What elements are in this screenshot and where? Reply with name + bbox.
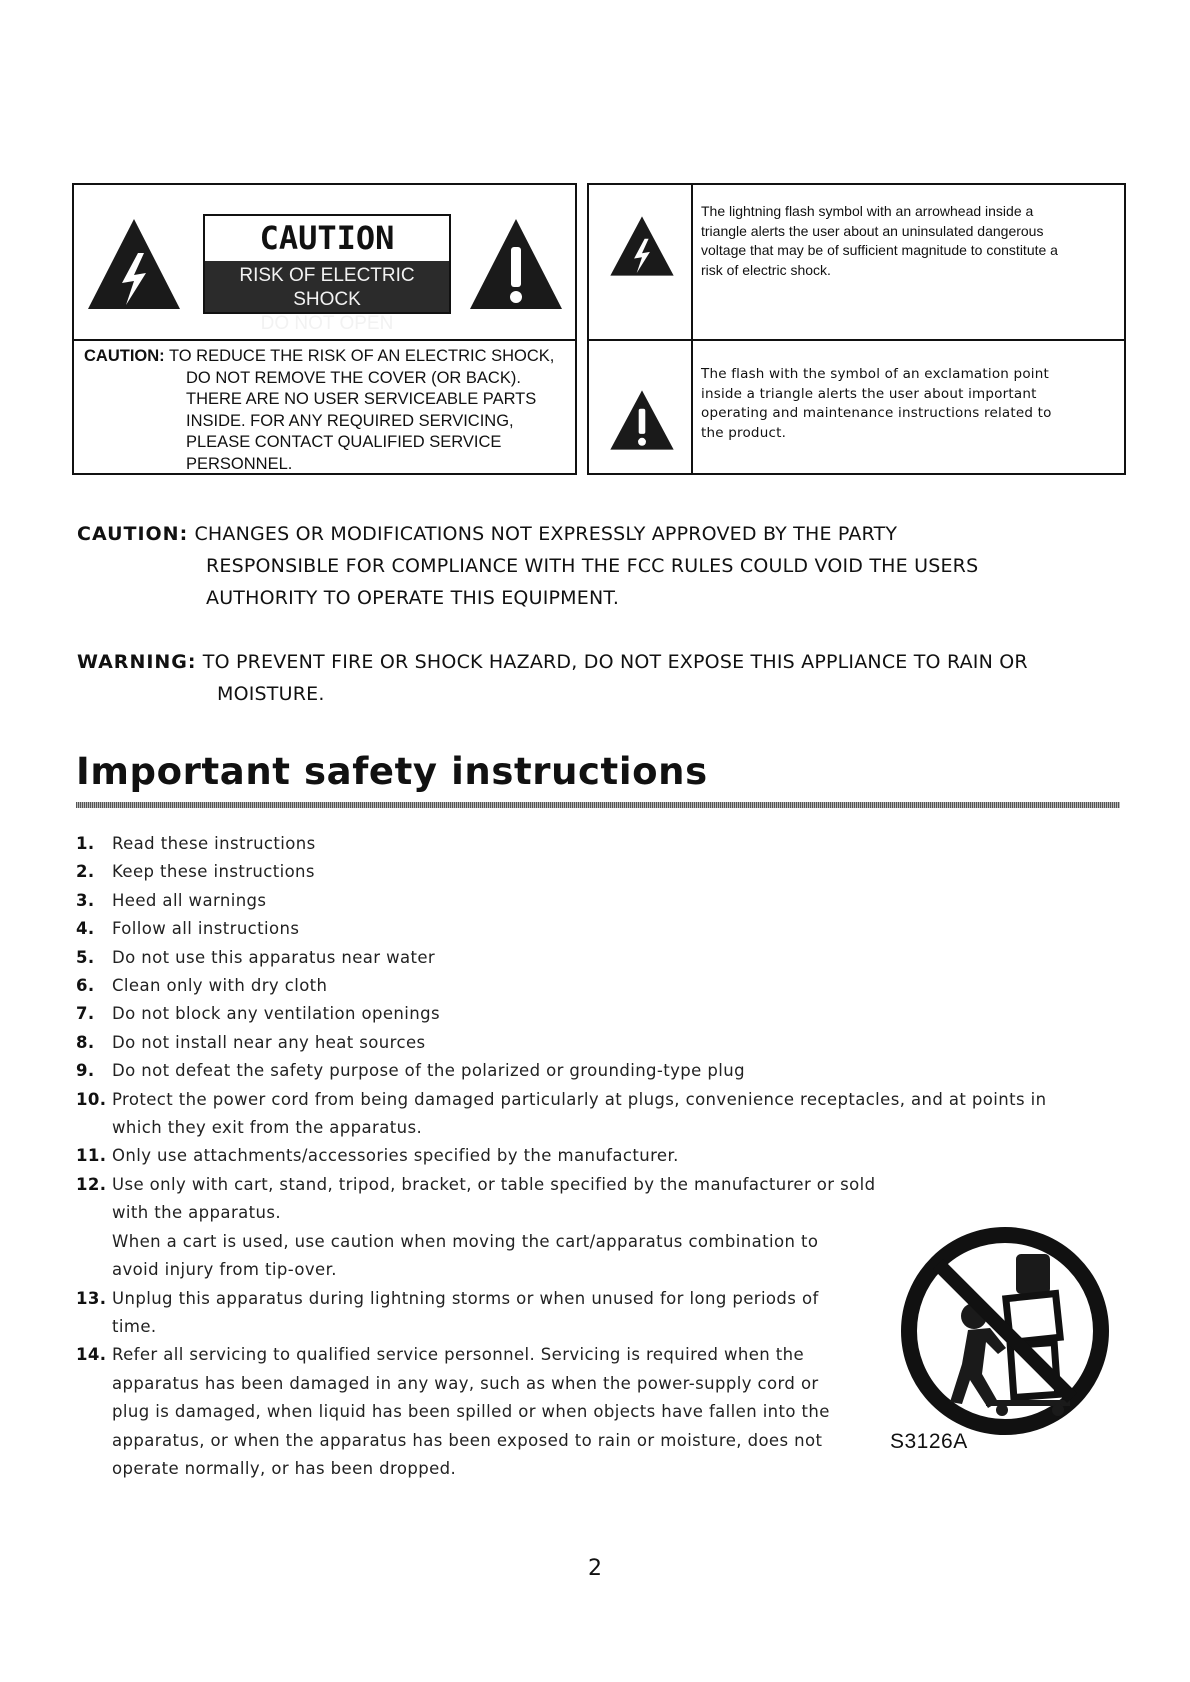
list-item-text: Only use attachments/accessories specified by the manufacturer. — [112, 1146, 679, 1166]
shock-caution-line-4: INSIDE. FOR ANY REQUIRED SERVICING, — [186, 411, 514, 430]
exclamation-triangle-icon — [609, 389, 675, 451]
fcc-caution-line-1: CHANGES OR MODIFICATIONS NOT EXPRESSLY APPROVED BY THE PARTY — [194, 523, 898, 545]
symbol-explanation-panel — [587, 183, 1126, 475]
list-item-text: Do not block any ventilation openings — [112, 1004, 440, 1024]
shock-caution-lead: CAUTION: — [84, 347, 165, 365]
caution-banner-line-1: RISK OF ELECTRIC SHOCK — [239, 265, 415, 310]
list-item-number: 14. — [76, 1345, 107, 1365]
list-item — [76, 1142, 1136, 1170]
list-item-text: Unplug this apparatus during lightning storms or when unused for long periods of — [112, 1288, 819, 1308]
shock-caution-line-3: THERE ARE NO USER SERVICEABLE PARTS — [186, 390, 537, 408]
list-item-number: 7. — [76, 1004, 95, 1024]
list-item-text: avoid injury from tip-over. — [112, 1260, 337, 1280]
exclamation-explanation-line-2: inside a triangle alerts the user about important — [701, 385, 1037, 402]
warning-line-1: TO PREVENT FIRE OR SHOCK HAZARD, DO NOT EXPOSE THIS APPLIANCE TO RAIN OR — [202, 651, 1028, 673]
list-item-text: which they exit from the apparatus. — [112, 1118, 423, 1138]
list-item-number: 8. — [76, 1032, 95, 1052]
fcc-caution-notice — [77, 518, 1137, 614]
list-item-text: When a cart is used, use caution when moving the cart/apparatus combination to — [112, 1231, 819, 1251]
list-item-text: Clean only with dry cloth — [112, 976, 328, 996]
list-item-text: Use only with cart, stand, tripod, bracket, or table specified by the manufacturer or sold with the apparatus. — [112, 1174, 876, 1223]
lightning-explanation-line-4: risk of electric shock. — [701, 261, 831, 278]
caution-label-panel — [72, 183, 577, 475]
page-number: 2 — [588, 1556, 602, 1581]
exclamation-explanation-line-4: the product. — [701, 424, 787, 441]
lightning-explanation-line-1: The lightning flash symbol with an arrowhead inside a — [701, 203, 1034, 219]
moisture-warning-notice — [77, 646, 1137, 710]
figure-code: S3126A — [890, 1430, 968, 1453]
section-heading: Important safety instructions — [76, 750, 708, 793]
list-item — [76, 858, 1136, 886]
list-item-text: operate normally, or has been dropped. — [112, 1458, 457, 1478]
panel-row-divider — [589, 339, 1124, 341]
list-item-text: Read these instructions — [112, 834, 316, 853]
exclamation-explanation-line-3: operating and maintenance instructions related to — [701, 405, 1052, 421]
list-item-text: apparatus has been damaged in any way, such as when the power-supply cord or — [112, 1373, 819, 1393]
list-item — [76, 1057, 1136, 1085]
heading-underline — [76, 802, 1120, 808]
shock-caution-line-6: PERSONNEL. — [186, 454, 293, 473]
fcc-caution-line-2: RESPONSIBLE FOR COMPLIANCE WITH THE FCC RULES COULD VOID THE USERS — [206, 555, 979, 577]
list-item — [76, 972, 1136, 1000]
warning-tag: WARNING: — [77, 651, 197, 673]
caution-sticker — [203, 214, 451, 334]
panel-divider — [74, 339, 575, 341]
lightning-explanation-line-2: triangle alerts the user about an uninsulated dangerous — [701, 222, 1044, 239]
list-item-number: 13. — [76, 1288, 107, 1308]
list-item — [76, 830, 1136, 858]
list-item-number: 1. — [76, 834, 95, 853]
lightning-triangle-icon — [609, 215, 675, 277]
panel-column-divider — [691, 185, 693, 473]
list-item-number: 4. — [76, 919, 95, 939]
list-item-text: Refer all servicing to qualified service personnel. Servicing is required when the — [112, 1345, 805, 1365]
list-item-text: Follow all instructions — [112, 919, 300, 939]
list-item-text: Keep these instructions — [112, 862, 315, 882]
list-item-number: 10. — [76, 1089, 107, 1109]
list-item-number: 9. — [76, 1061, 95, 1081]
list-item-text: Do not use this apparatus near water — [112, 947, 436, 967]
list-item-text: Protect the power cord from being damaged particularly at plugs, convenience receptacles, and at points in — [112, 1089, 1047, 1109]
shock-caution-line-1: TO REDUCE THE RISK OF AN ELECTRIC SHOCK, — [168, 347, 555, 365]
list-item — [76, 887, 1136, 915]
exclamation-explanation-line-1: The flash with the symbol of an exclamation point — [701, 366, 1049, 382]
list-item-text: Heed all warnings — [112, 890, 267, 910]
list-item-number: 6. — [76, 976, 95, 996]
list-item — [76, 944, 1136, 972]
shock-caution-text — [84, 346, 574, 475]
caution-sticker-banner — [205, 261, 449, 334]
exclamation-symbol-explanation — [701, 365, 1121, 443]
list-item-number: 2. — [76, 862, 95, 882]
lightning-symbol-explanation — [701, 202, 1121, 280]
list-item-text: Do not install near any heat sources — [112, 1032, 426, 1052]
list-item — [76, 1000, 1136, 1028]
electric-shock-warning-icon — [84, 213, 184, 313]
shock-caution-line-2: DO NOT REMOVE THE COVER (OR BACK). — [186, 368, 521, 387]
caution-banner-line-2: DO NOT OPEN — [260, 313, 394, 334]
warning-line-2: MOISTURE. — [217, 683, 325, 705]
list-item-number: 11. — [76, 1146, 107, 1166]
fcc-caution-tag: CAUTION: — [77, 523, 189, 545]
list-item-text: apparatus, or when the apparatus has been exposed to rain or moisture, does not — [112, 1430, 823, 1450]
list-item — [76, 1086, 1136, 1143]
cart-tip-over-warning-icon — [898, 1224, 1112, 1438]
exclamation-warning-icon — [466, 213, 566, 313]
fcc-caution-line-3: AUTHORITY TO OPERATE THIS EQUIPMENT. — [206, 587, 620, 609]
list-item — [76, 1029, 1136, 1057]
list-item-number: 5. — [76, 947, 95, 967]
list-item-text: Do not defeat the safety purpose of the polarized or grounding-type plug — [112, 1061, 745, 1081]
list-item — [76, 915, 1136, 943]
caution-sticker-title: CAUTION — [259, 219, 395, 257]
list-item-text: time. — [112, 1316, 157, 1336]
list-item-number: 3. — [76, 890, 95, 910]
list-item-text: plug is damaged, when liquid has been spilled or when objects have fallen into the — [112, 1402, 830, 1422]
shock-caution-line-5: PLEASE CONTACT QUALIFIED SERVICE — [186, 433, 502, 451]
lightning-explanation-line-3: voltage that may be of sufficient magnitude to constitute a — [701, 242, 1058, 258]
list-item-number: 12. — [76, 1174, 107, 1194]
